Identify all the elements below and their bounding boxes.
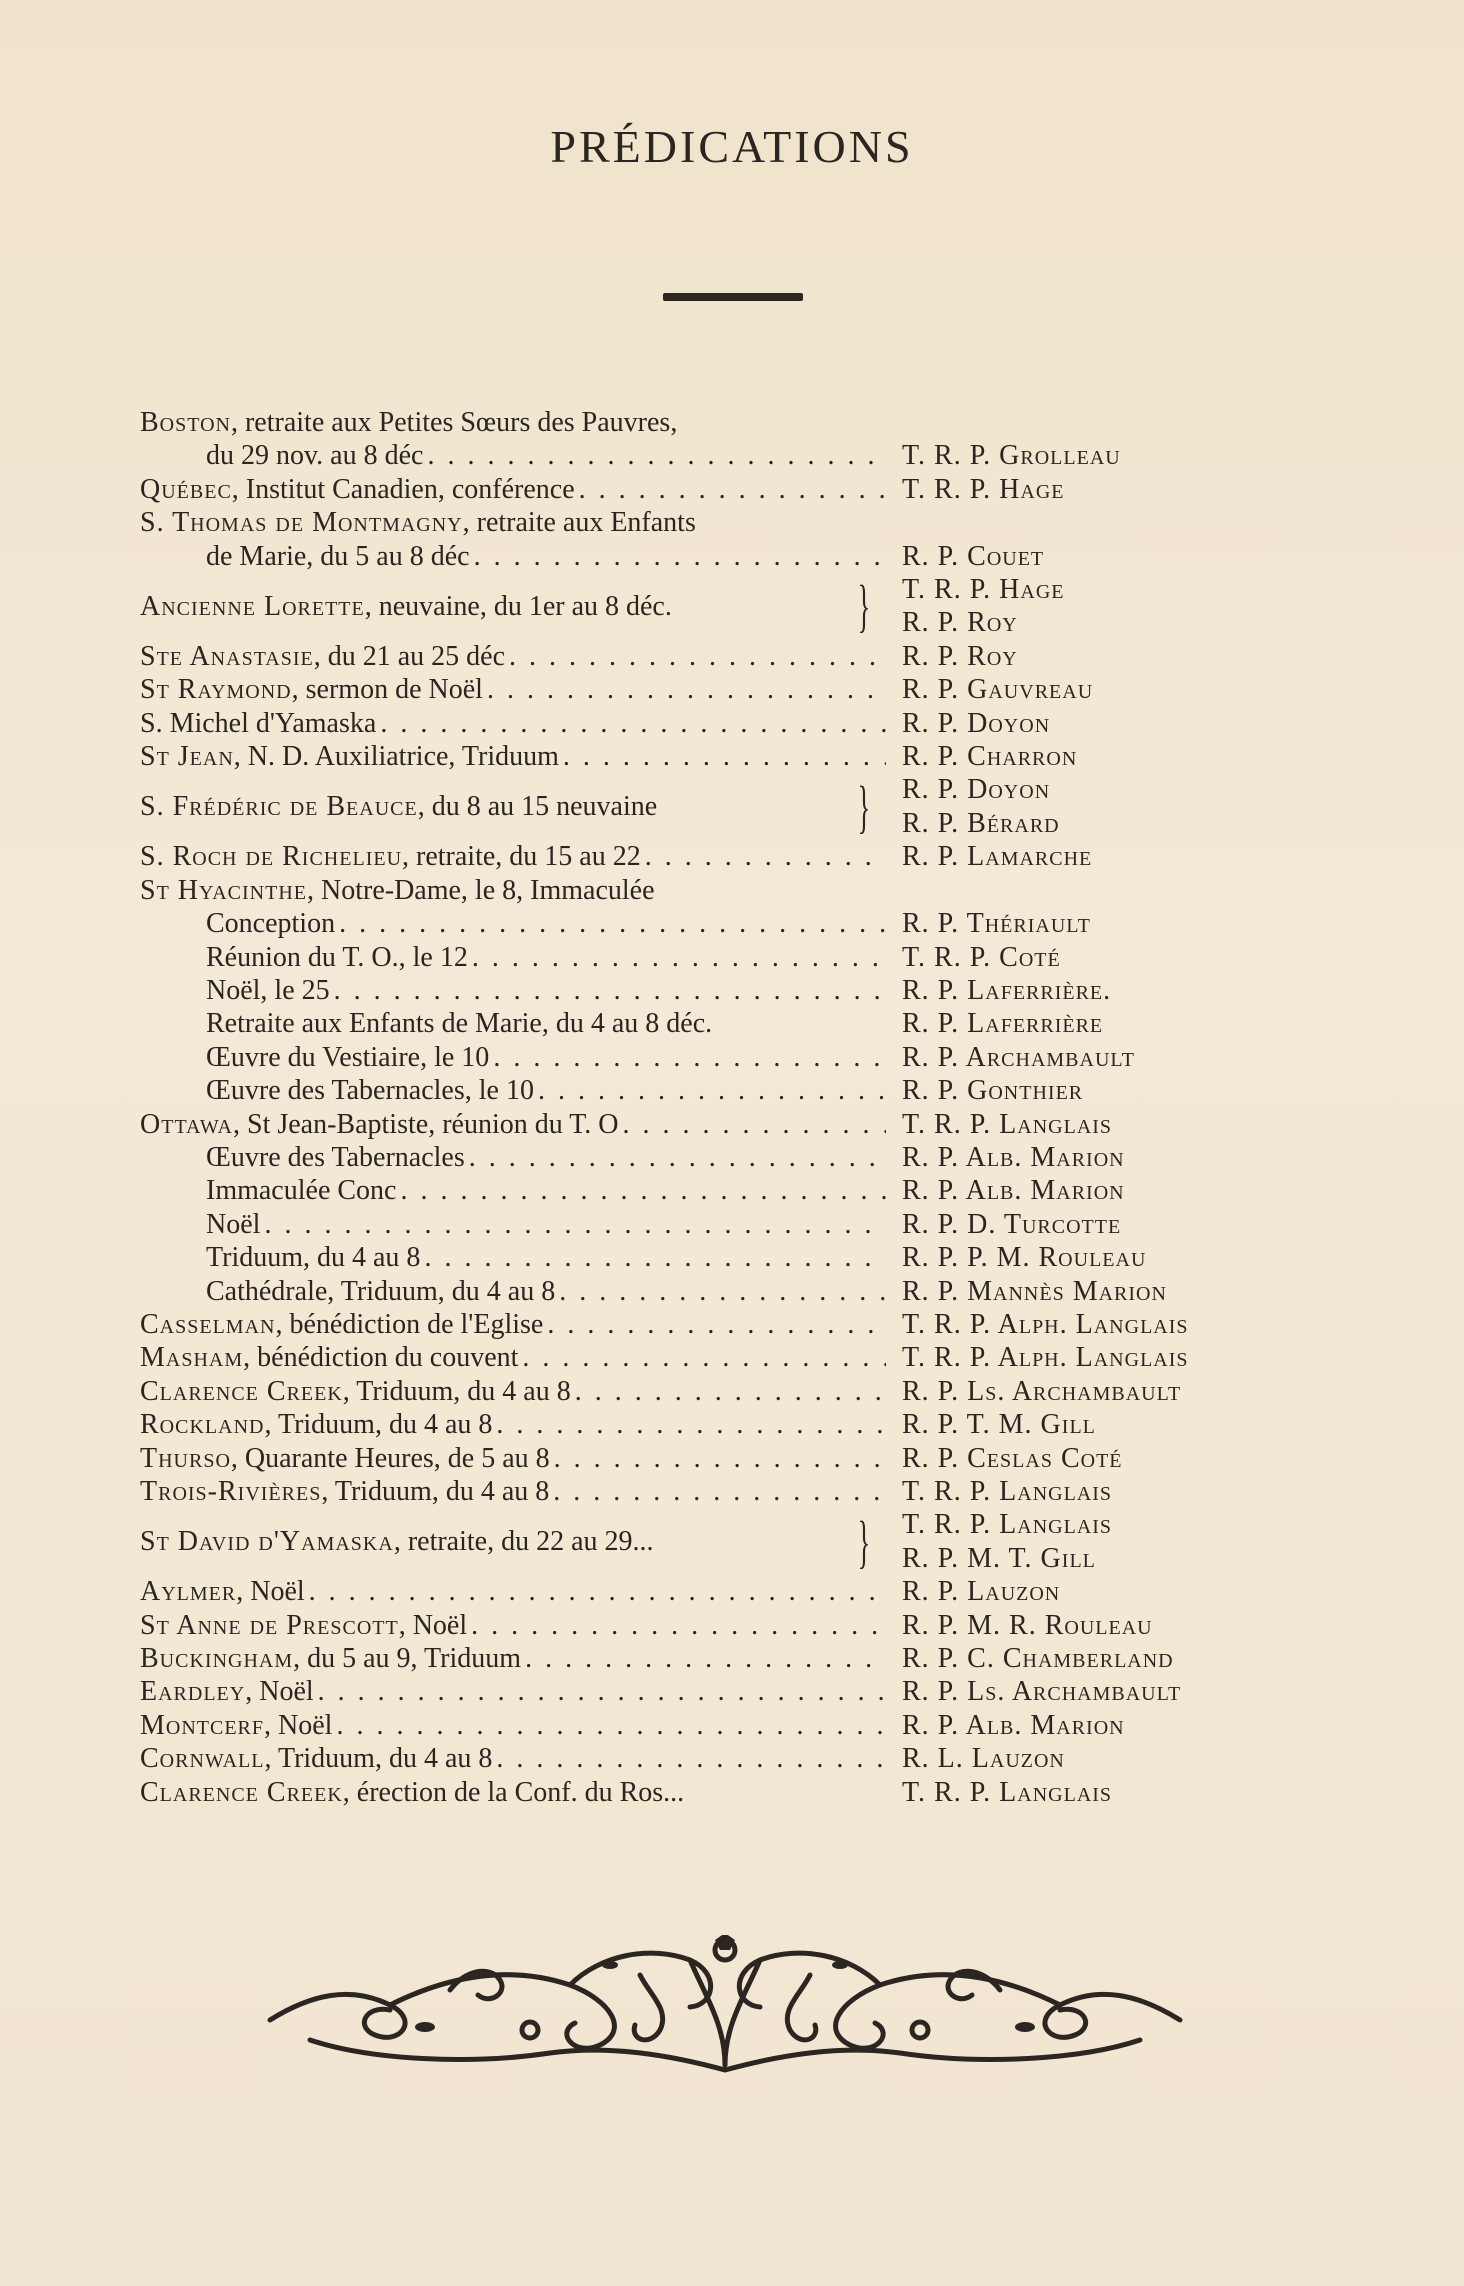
entry-place-text: Montcerf, Noël <box>140 1709 333 1741</box>
entry-line <box>140 1108 886 1141</box>
preacher-name: R. P. Alb. Marion <box>902 1141 1125 1173</box>
preacher-name: R. P. Charron <box>902 741 1078 773</box>
entry-place-text: Thurso, Quarante Heures, de 5 au 8 <box>140 1442 550 1474</box>
preacher-name: R. P. Roy <box>902 607 1018 639</box>
entry-place-text: Œuvre du Vestiaire, le 10 <box>206 1041 490 1073</box>
entry-preachers <box>886 941 1061 974</box>
leader-dots <box>474 540 886 573</box>
leader-dots <box>309 1575 886 1608</box>
leader-dots <box>318 1675 886 1708</box>
entry-row <box>140 1208 1330 1241</box>
entry-place <box>140 1341 886 1374</box>
entry-place <box>140 773 886 840</box>
entry-preachers <box>886 1742 1065 1775</box>
entry-row <box>140 1308 1330 1341</box>
entry-line <box>140 1007 886 1040</box>
preacher-name: T. R. P. Hage <box>902 574 1065 606</box>
entry-place <box>140 1675 886 1708</box>
preacher-name: R. P. Lauzon <box>902 1576 1061 1608</box>
leader-dots <box>496 1408 886 1441</box>
entry-line <box>140 974 886 1007</box>
entry-line <box>140 540 886 573</box>
preacher-name: R. P. C. Chamberland <box>902 1643 1174 1675</box>
entry-place <box>140 1074 886 1107</box>
preacher-name: T. R. P. Hage <box>902 473 1065 505</box>
entry-row <box>140 1174 1330 1207</box>
preacher-name: R. P. Laferrière <box>902 1008 1104 1040</box>
entry-line <box>140 1609 886 1642</box>
leader-dots <box>563 740 886 773</box>
entry-preachers <box>886 1341 1189 1374</box>
entry-place-text: Noël, le 25 <box>206 974 330 1006</box>
leader-dots <box>334 974 886 1007</box>
entry-place <box>140 874 886 941</box>
entry-place <box>140 1408 886 1441</box>
leader-dots <box>525 1642 886 1675</box>
leader-dots <box>427 439 886 472</box>
preacher-name: R. P. P. M. Rouleau <box>902 1242 1147 1274</box>
entry-place <box>140 707 886 740</box>
entry-place-text: Réunion du T. O., le 12 <box>206 941 468 973</box>
entry-line <box>140 1241 886 1274</box>
entry-line <box>140 707 886 740</box>
entry-row <box>140 707 1330 740</box>
entry-line <box>140 1709 886 1742</box>
entry-line <box>140 941 886 974</box>
leader-dots <box>579 473 886 506</box>
preacher-name: T. R. P. Langlais <box>902 1476 1113 1507</box>
entry-line <box>140 1375 886 1408</box>
entry-place <box>140 1174 886 1207</box>
entry-row <box>140 1375 1330 1408</box>
entry-preachers <box>886 1041 1135 1074</box>
entry-place-text: du 29 nov. au 8 déc <box>206 440 424 472</box>
entry-line <box>140 1642 886 1675</box>
entry-line <box>140 1074 886 1107</box>
entry-row <box>140 1275 1330 1308</box>
entry-line <box>140 1776 886 1809</box>
entry-preachers <box>886 1642 1174 1675</box>
leader-dots <box>469 1141 886 1174</box>
leader-dots <box>496 1742 886 1775</box>
entry-place-text: Retraite aux Enfants de Marie, du 4 au 8 déc. <box>206 1008 713 1040</box>
entry-row <box>140 874 1330 941</box>
preacher-name: T. R. P. Alph. Langlais <box>902 1308 1189 1340</box>
preacher-name: R. P. Alb. Marion <box>902 1175 1125 1207</box>
entry-row <box>140 1341 1330 1374</box>
entry-row <box>140 740 1330 773</box>
entry-row <box>140 1508 1330 1575</box>
entry-place <box>140 1275 886 1308</box>
entry-preachers <box>886 740 1077 773</box>
entry-place <box>140 1642 886 1675</box>
entry-row <box>140 1776 1330 1809</box>
entry-row <box>140 1575 1330 1608</box>
entry-line <box>140 1675 886 1708</box>
entry-place-text: S. Thomas de Montmagny, retraite aux Enfants <box>140 507 696 539</box>
leader-dots <box>339 907 886 940</box>
entry-line <box>140 740 886 773</box>
preacher-name: R. L. Lauzon <box>902 1743 1065 1775</box>
entry-place-text: Œuvre des Tabernacles, le 10 <box>206 1075 534 1107</box>
entry-row <box>140 1041 1330 1074</box>
entry-place-text: Eardley, Noël <box>140 1676 314 1708</box>
preacher-name: R. P. Gonthier <box>902 1075 1084 1107</box>
entry-place-text: Ottawa, St Jean-Baptiste, réunion du T. O <box>140 1108 619 1140</box>
entry-preachers <box>886 1241 1146 1274</box>
title-rule <box>663 293 803 301</box>
leader-dots <box>622 1108 886 1141</box>
leader-dots <box>509 640 886 673</box>
leader-dots <box>264 1208 886 1241</box>
entry-row <box>140 1609 1330 1642</box>
entry-place <box>140 1475 886 1508</box>
leader-dots <box>559 1275 886 1308</box>
entry-line <box>140 1341 886 1374</box>
entry-line <box>140 874 886 907</box>
preacher-name: R. P. Lamarche <box>902 841 1093 873</box>
entry-place <box>140 974 886 1007</box>
preacher-name: R. P. Ls. Archambault <box>902 1676 1182 1708</box>
preacher-name: T. R. P. Langlais <box>902 1108 1113 1140</box>
entry-place-text: Aylmer, Noël <box>140 1576 305 1608</box>
preacher-name: R. P. M. R. Rouleau <box>902 1609 1153 1641</box>
entry-place-text: Masham, bénédiction du couvent <box>140 1342 519 1374</box>
preacher-name: R. P. Thériault <box>902 908 1091 940</box>
entry-place <box>140 1007 886 1040</box>
floral-scroll-ornament-icon <box>250 1935 1200 2085</box>
entry-line <box>140 640 886 673</box>
entry-preachers <box>886 1408 1096 1441</box>
preacher-name: R. P. Doyon <box>902 774 1051 806</box>
entry-preachers <box>886 1308 1189 1341</box>
page-title: PRÉDICATIONS <box>550 121 914 172</box>
entry-preachers <box>886 1074 1083 1107</box>
entry-preachers <box>886 1776 1112 1809</box>
entry-place <box>140 1375 886 1408</box>
entry-line <box>140 1208 886 1241</box>
leader-dots <box>547 1308 886 1341</box>
entry-row <box>140 473 1330 506</box>
entry-preachers <box>886 1675 1181 1708</box>
entry-preachers <box>886 1475 1112 1508</box>
preacher-name: R. P. Alb. Marion <box>902 1709 1125 1741</box>
entry-place-text: Triduum, du 4 au 8 <box>206 1242 421 1274</box>
entry-place-text: St Hyacinthe, Notre-Dame, le 8, Immaculée <box>140 874 655 906</box>
entry-place-text: Ste Anastasie, du 21 au 25 déc <box>140 640 506 672</box>
entry-place <box>140 1308 886 1341</box>
entry-place-text: Cathédrale, Triduum, du 4 au 8 <box>206 1275 556 1307</box>
entry-place <box>140 1609 886 1642</box>
brace-glyph: } <box>857 573 871 639</box>
entry-preachers <box>886 506 1044 573</box>
entry-place-text: Immaculée Conc <box>206 1175 397 1207</box>
entry-place-text: Buckingham, du 5 au 9, Triduum <box>140 1643 522 1675</box>
entry-preachers <box>886 1508 1112 1575</box>
entry-row <box>140 1108 1330 1141</box>
entry-place <box>140 1141 886 1174</box>
entry-preachers <box>886 1007 1103 1040</box>
leader-dots <box>493 1041 886 1074</box>
entry-place-text: Québec, Institut Canadien, conférence <box>140 473 575 505</box>
entry-place-text: de Marie, du 5 au 8 déc <box>206 540 470 572</box>
entry-row <box>140 640 1330 673</box>
entry-place <box>140 1709 886 1742</box>
entry-line <box>140 1041 886 1074</box>
brace-glyph: } <box>857 1508 871 1574</box>
entry-preachers <box>886 1108 1112 1141</box>
preacher-name: R. P. Bérard <box>902 807 1060 839</box>
entry-place <box>140 840 886 873</box>
entry-place <box>140 1776 886 1809</box>
entry-row <box>140 974 1330 1007</box>
entry-preachers <box>886 1208 1121 1241</box>
entry-place <box>140 573 886 640</box>
preacher-name: R. P. T. M. Gill <box>902 1409 1096 1441</box>
entry-line <box>140 506 886 539</box>
preacher-name: R. P. Roy <box>902 640 1018 672</box>
entry-row <box>140 506 1330 573</box>
entry-place <box>140 1508 886 1575</box>
entry-place-text: Noël <box>206 1208 261 1240</box>
entry-row <box>140 1475 1330 1508</box>
entry-place-text: St Raymond, sermon de Noël <box>140 674 483 706</box>
entry-preachers <box>886 1141 1125 1174</box>
preacher-name: R. P. Ceslas Coté <box>902 1442 1123 1474</box>
entry-line <box>140 1141 886 1174</box>
leader-dots <box>522 1341 886 1374</box>
entry-place <box>140 1041 886 1074</box>
entry-place <box>140 1108 886 1141</box>
entry-row <box>140 840 1330 873</box>
leader-dots <box>471 1609 886 1642</box>
entry-line <box>140 1475 886 1508</box>
preacher-name: R. P. Couet <box>902 540 1045 572</box>
entry-line <box>140 1275 886 1308</box>
entry-line <box>140 406 886 439</box>
entry-preachers <box>886 707 1050 740</box>
entry-place-text: Œuvre des Tabernacles <box>206 1141 465 1173</box>
entry-line <box>140 439 886 472</box>
entry-preachers <box>886 840 1092 873</box>
brace-glyph: } <box>857 773 871 839</box>
entry-place <box>140 506 886 573</box>
entry-place-text: St Anne de Prescott, Noël <box>140 1609 468 1641</box>
entry-preachers <box>886 406 1121 473</box>
entry-place <box>140 406 886 473</box>
preacher-name: T. R. P. Grolleau <box>902 440 1121 472</box>
entry-place <box>140 473 886 506</box>
entry-place-text: Casselman, bénédiction de l'Eglise <box>140 1308 544 1340</box>
entry-place <box>140 1208 886 1241</box>
leader-dots <box>575 1375 886 1408</box>
entry-place <box>140 1442 886 1475</box>
leader-dots <box>380 707 886 740</box>
preacher-name: T. R. P. Alph. Langlais <box>902 1342 1189 1374</box>
entry-line <box>140 473 886 506</box>
entry-line <box>140 1575 886 1608</box>
entry-row <box>140 1408 1330 1441</box>
entry-line <box>140 673 886 706</box>
entry-place <box>140 1241 886 1274</box>
entry-preachers <box>886 773 1060 840</box>
leader-dots <box>487 673 886 706</box>
leader-dots <box>400 1174 886 1207</box>
entry-preachers <box>886 573 1065 640</box>
leader-dots <box>553 1475 886 1508</box>
entry-row <box>140 406 1330 473</box>
entry-row <box>140 1642 1330 1675</box>
entry-line <box>140 1308 886 1341</box>
entry-place-text: Ancienne Lorette, neuvaine, du 1er au 8 déc. <box>140 590 672 622</box>
entry-preachers <box>886 640 1018 673</box>
entry-place-text: S. Roch de Richelieu, retraite, du 15 au 22 <box>140 841 641 873</box>
entry-row <box>140 1709 1330 1742</box>
leader-dots <box>424 1241 886 1274</box>
entry-preachers <box>886 974 1111 1007</box>
entry-preachers <box>886 1609 1153 1642</box>
entry-place-text: Cornwall, Triduum, du 4 au 8 <box>140 1743 493 1775</box>
entry-place <box>140 1742 886 1775</box>
entry-place-text: Trois-Rivières, Triduum, du 4 au 8 <box>140 1476 550 1507</box>
entry-place-text: Clarence Creek, Triduum, du 4 au 8 <box>140 1375 571 1407</box>
entry-preachers <box>886 473 1065 506</box>
leader-dots <box>472 941 886 974</box>
entry-place-text: Clarence Creek, érection de la Conf. du Ros... <box>140 1776 685 1808</box>
entry-place <box>140 740 886 773</box>
entry-line <box>140 907 886 940</box>
entry-preachers <box>886 874 1091 941</box>
entry-place-text: Boston, retraite aux Petites Sœurs des Pauvres, <box>140 407 678 438</box>
entry-line <box>140 1742 886 1775</box>
entry-place-text: Rockland, Triduum, du 4 au 8 <box>140 1409 493 1441</box>
leader-dots <box>554 1442 886 1475</box>
entry-preachers <box>886 1375 1181 1408</box>
leader-dots <box>538 1074 886 1107</box>
entry-row <box>140 941 1330 974</box>
preacher-name: R. P. D. Turcotte <box>902 1208 1122 1240</box>
preacher-name: R. P. Doyon <box>902 707 1051 739</box>
entry-row <box>140 1141 1330 1174</box>
entry-line <box>140 840 886 873</box>
entry-preachers <box>886 1174 1125 1207</box>
entry-place <box>140 1575 886 1608</box>
entry-row <box>140 1442 1330 1475</box>
entry-place-text: S. Michel d'Yamaska <box>140 707 377 739</box>
entry-row <box>140 1742 1330 1775</box>
entry-place-text: St David d'Yamaska, retraite, du 22 au 29... <box>140 1526 654 1558</box>
entry-line <box>140 1174 886 1207</box>
entry-preachers <box>886 1575 1060 1608</box>
leader-dots <box>645 840 886 873</box>
preacher-name: R. P. Laferrière. <box>902 974 1112 1006</box>
entry-preachers <box>886 673 1093 706</box>
entry-row <box>140 1074 1330 1107</box>
entry-place-text: S. Frédéric de Beauce, du 8 au 15 neuvaine <box>140 791 658 823</box>
preacher-name: T. R. P. Coté <box>902 941 1061 973</box>
entry-line <box>140 1442 886 1475</box>
preacher-name: R. P. Gauvreau <box>902 674 1094 706</box>
entry-row <box>140 1007 1330 1040</box>
preacher-name: T. R. P. Langlais <box>902 1776 1113 1808</box>
leader-dots <box>336 1709 886 1742</box>
preacher-name: R. P. M. T. Gill <box>902 1542 1096 1574</box>
entry-row <box>140 573 1330 640</box>
entry-place <box>140 673 886 706</box>
entry-preachers <box>886 1442 1123 1475</box>
entries-list <box>140 406 1330 1809</box>
entry-row <box>140 1241 1330 1274</box>
preacher-name: R. P. Mannès Marion <box>902 1275 1167 1307</box>
entry-row <box>140 673 1330 706</box>
entry-preachers <box>886 1275 1167 1308</box>
preacher-name: T. R. P. Langlais <box>902 1509 1113 1541</box>
entry-preachers <box>886 1709 1125 1742</box>
entry-line <box>140 1408 886 1441</box>
entry-row <box>140 773 1330 840</box>
entry-place <box>140 941 886 974</box>
entry-row <box>140 1675 1330 1708</box>
entry-place-text: St Jean, N. D. Auxiliatrice, Triduum <box>140 741 559 773</box>
entry-place <box>140 640 886 673</box>
preacher-name: R. P. Archambault <box>902 1041 1135 1073</box>
preacher-name: R. P. Ls. Archambault <box>902 1375 1182 1407</box>
entry-place-text: Conception <box>206 908 336 940</box>
